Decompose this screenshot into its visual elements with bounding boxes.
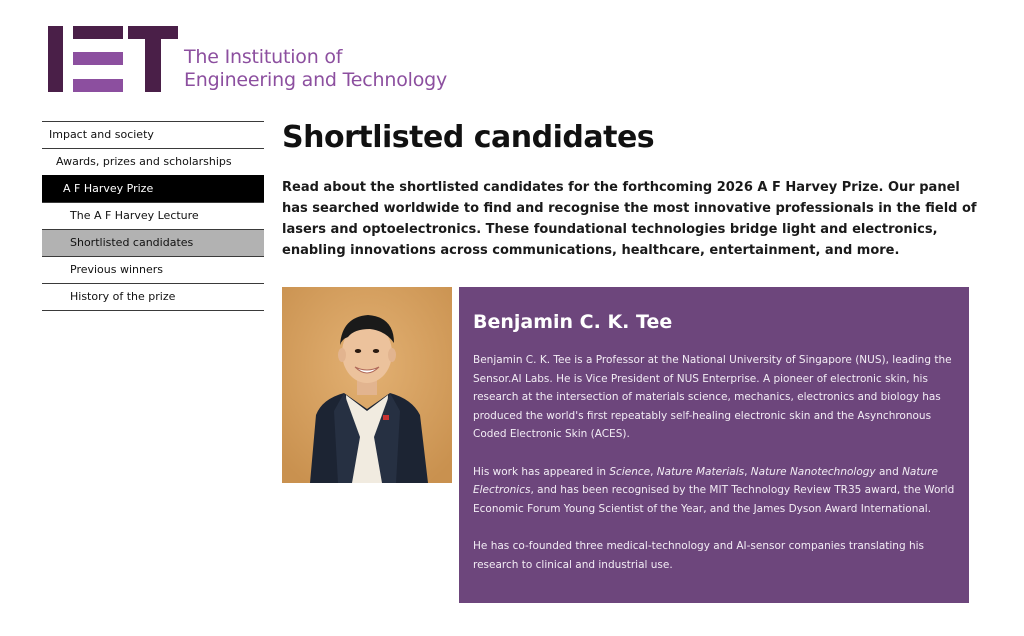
bio-text: , [744,465,751,478]
candidate-name: Benjamin C. K. Tee [473,311,673,333]
journal-nature-electronics: Nature Electronics [473,465,938,496]
nav-item-history-of-the-prize[interactable]: History of the prize [42,283,264,311]
nav-item-shortlisted-candidates[interactable]: Shortlisted candidates [42,229,264,256]
iet-logo-mark [48,26,178,92]
journal-nature-nanotechnology: Nature Nanotechnology [750,465,876,478]
journal-science: Science [609,465,651,478]
intro-paragraph: Read about the shortlisted candidates for the forthcoming 2026 A F Harvey Prize. Our panel has searched worldwide to find and recognise the most innovative professionals in the field of lasers and optoelectronics. These foundational technologies bridge light and electronics, enabling innovations across communications, healthcare, entertainment, and more. [282,180,977,258]
bio-text: and [875,465,903,478]
candidate-bio-paragraph-2 [473,463,955,519]
bio-text: His work has appeared in [473,465,610,478]
logo-wordmark [184,46,447,92]
bio-text: , and has been recognised by the MIT Technology Review TR35 award, the World Economic Forum Young Scientist of the Year, and the James Dyson Award International. [473,484,955,515]
nav-item-impact-and-society[interactable]: Impact and society [42,121,264,148]
nav-item-awards-prizes-scholarships[interactable]: Awards, prizes and scholarships [42,148,264,175]
nav-item-af-harvey-prize[interactable]: A F Harvey Prize [42,175,264,202]
nav-item-previous-winners[interactable]: Previous winners [42,256,264,283]
candidate-portrait-photo [282,287,452,483]
sidebar-nav [42,121,264,311]
journal-nature-materials: Nature Materials [656,465,745,478]
logo-text-line2: Engineering and Technology [184,69,448,91]
iet-logo[interactable] [48,26,447,92]
nav-item-af-harvey-lecture[interactable]: The A F Harvey Lecture [42,202,264,229]
bio-text: , [650,465,657,478]
page-title: Shortlisted candidates [282,120,655,155]
logo-text-line1: The Institution of [184,46,343,68]
candidate-profile-card [459,287,969,603]
candidate-bio-paragraph-3: He has co-founded three medical-technology and AI-sensor companies translating his research to clinical and industrial use. [473,540,925,571]
candidate-bio-paragraph-1: Benjamin C. K. Tee is a Professor at the National University of Singapore (NUS), leading the Sensor.AI Labs. He is Vice President of NUS Enterprise. A pioneer of electronic skin, his research at the intersection of materials science, mechanics, electronics and biology has produced the world's first repeatably self-healing electronic skin and the Asynchronous Coded Electronic Skin (ACES). [473,354,952,440]
